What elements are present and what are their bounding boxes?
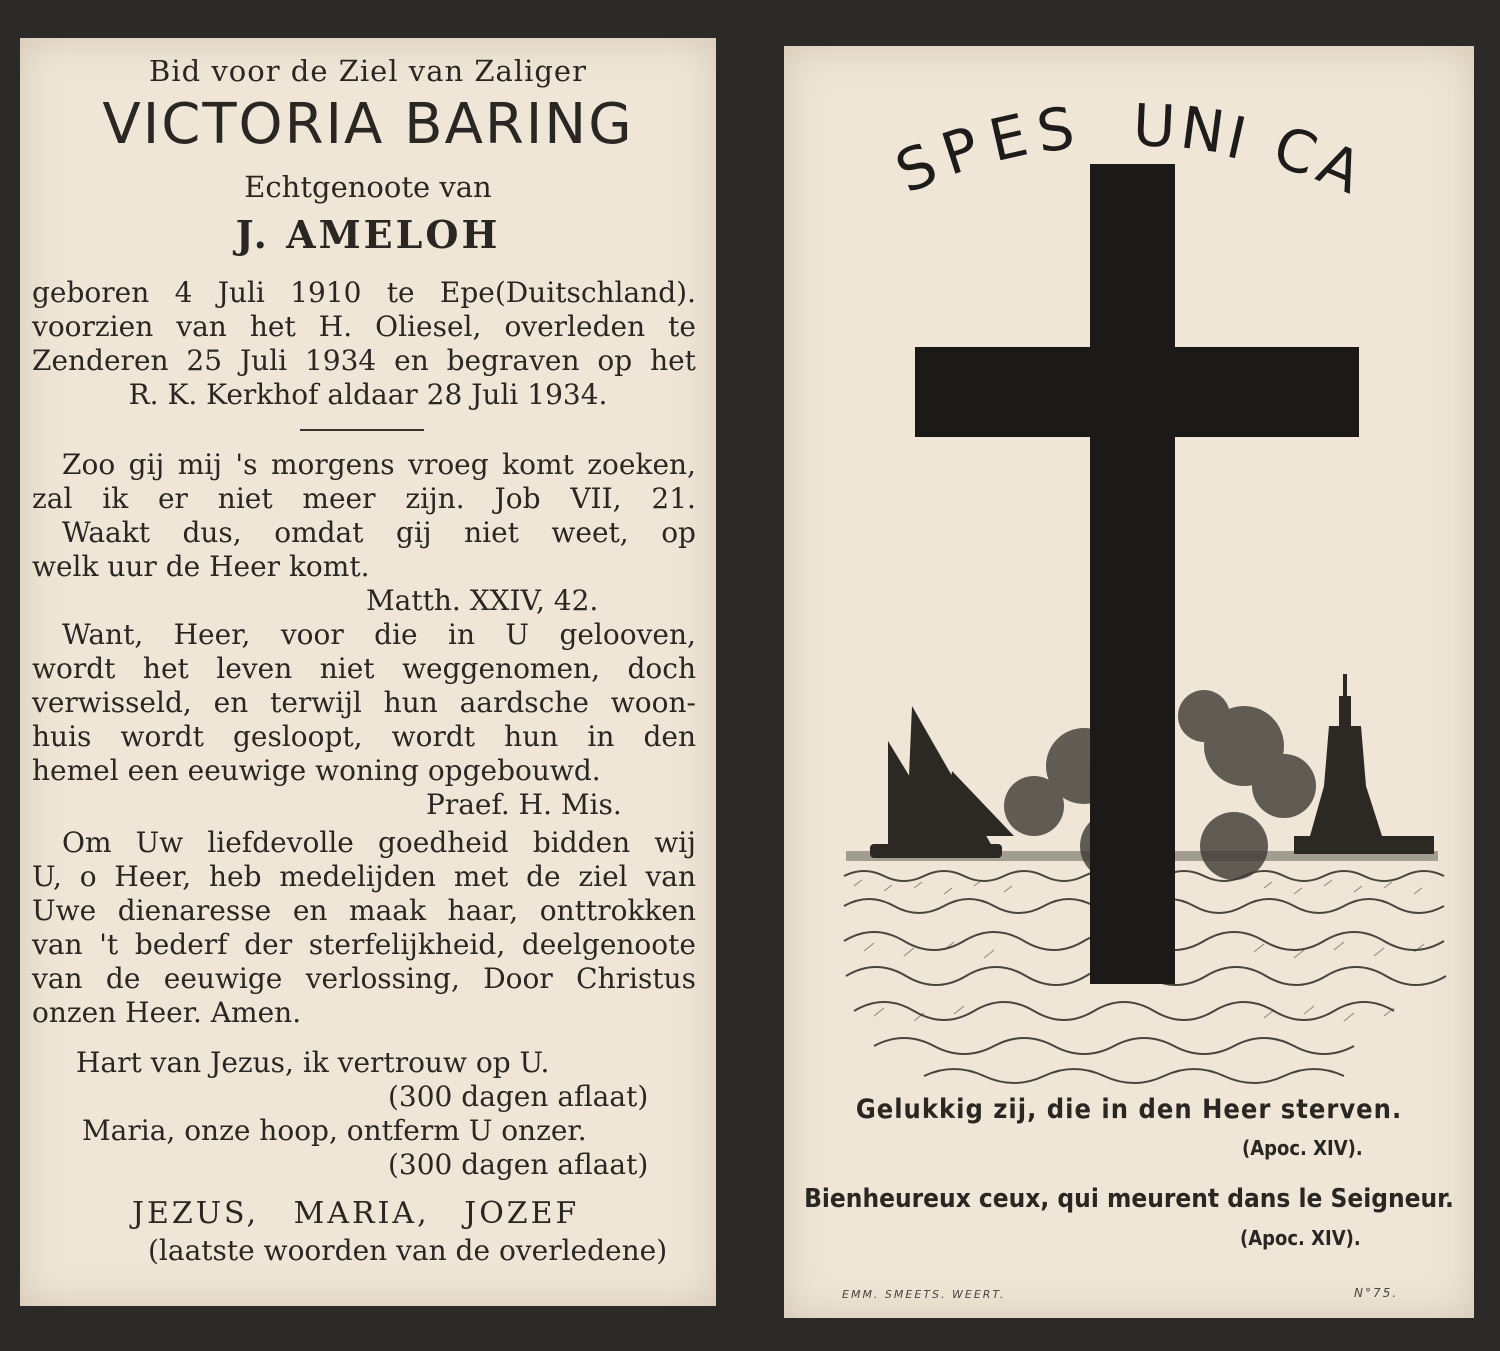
motto-letter: P (933, 113, 988, 189)
indulgence-2-note: (300 dagen aflaat) (388, 1148, 649, 1181)
word: Epe(Duitschland). (439, 276, 696, 309)
word: Heer, (114, 860, 192, 893)
intro-line: Bid voor de Ziel van Zaliger (149, 54, 587, 88)
word: weggenomen, (402, 652, 600, 685)
word: de (105, 962, 141, 995)
word: verlossing, (305, 962, 460, 995)
prayer-card-text-side (20, 38, 716, 1306)
word: Uwe (32, 894, 97, 927)
cross-horizontal-beam (915, 347, 1359, 437)
word: wordt (32, 652, 116, 685)
word: er (157, 482, 188, 515)
quote1-line (62, 448, 696, 481)
word: Om (62, 826, 112, 859)
word: 21. (651, 482, 696, 515)
word: haar, (447, 894, 519, 927)
word: en (292, 894, 328, 927)
word: te (668, 310, 696, 343)
word: en (394, 344, 429, 377)
sailboat (870, 706, 1014, 858)
word: 4 (174, 276, 193, 309)
word: gij (128, 448, 165, 481)
word: medelijden (279, 860, 437, 893)
word: zoeken, (587, 448, 696, 481)
word: het (650, 344, 696, 377)
word: Waakt (62, 516, 150, 549)
word: maak (349, 894, 426, 927)
word: o (79, 860, 97, 893)
word: geboren (32, 276, 150, 309)
word: in (587, 720, 615, 753)
word: van (645, 860, 696, 893)
word: leven (216, 652, 293, 685)
word: van (32, 928, 83, 961)
quote1-line: Matth. XXIV, 42. (366, 584, 599, 617)
word: hun (504, 720, 559, 753)
word: goedheid (377, 826, 509, 859)
dutch-verse: Gelukkig zij, die in den Heer sterven. (855, 1094, 1403, 1125)
word: liefdevolle (207, 826, 354, 859)
bio-line (32, 344, 696, 377)
bio-line: R. K. Kerkhof aldaar 28 Juli 1934. (128, 378, 608, 411)
french-verse: Bienheureux ceux, qui meurent dans le Seigneur. (804, 1184, 1454, 1214)
motto-letter: I (1221, 103, 1253, 174)
word: Uw (135, 826, 184, 859)
word: het (142, 652, 189, 685)
word: huis (32, 720, 92, 753)
indulgence-1-text: Hart van Jezus, ik vertrouw op U. (76, 1046, 550, 1079)
word: niet (217, 482, 273, 515)
bio-line (32, 310, 696, 343)
word: deelgenoote (521, 928, 696, 961)
word: bederf (134, 928, 228, 961)
prayer-line (32, 894, 696, 927)
prayer-card-image-side (784, 46, 1474, 1318)
word: in (448, 618, 476, 651)
word: op (597, 344, 633, 377)
word: vroeg (408, 448, 489, 481)
word: Want, (62, 618, 144, 651)
quote1-line (62, 516, 696, 549)
word: 't (99, 928, 119, 961)
word: onttrokken (539, 894, 696, 927)
word: 1910 (290, 276, 362, 309)
word: Oliesel, (375, 310, 482, 343)
word: aardsche (459, 686, 589, 719)
spouse-name: J. AMELOH (235, 212, 501, 257)
word: Zenderen (32, 344, 169, 377)
card-number: N°75. (1354, 1286, 1399, 1300)
word: Zoo (62, 448, 116, 481)
word: wordt (120, 720, 204, 753)
word: ik (102, 482, 129, 515)
motto-letter: E (982, 101, 1034, 176)
spouse-label: Echtgenoote van (244, 170, 492, 204)
word: op (661, 516, 696, 549)
word: Juli (239, 344, 288, 377)
printer-imprint: EMM. SMEETS. WEERT. (842, 1288, 1006, 1301)
indulgence-1-note: (300 dagen aflaat) (388, 1080, 649, 1113)
word: VII, (570, 482, 622, 515)
word: en (213, 686, 249, 719)
word: sterfelijkheid, (308, 928, 506, 961)
word: het (249, 310, 296, 343)
word: dus, (182, 516, 242, 549)
motto-letter: U (1131, 90, 1178, 161)
closing-note: (laatste woorden van de overledene) (148, 1234, 668, 1267)
motto-letter: S (886, 129, 947, 207)
word: van (32, 962, 83, 995)
prayer-line (32, 928, 696, 961)
word: morgens (270, 448, 395, 481)
word: te (386, 276, 415, 309)
word: woon- (610, 686, 696, 719)
word: meer (302, 482, 376, 515)
dutch-verse-reference: (Apoc. XIV). (1242, 1136, 1363, 1160)
word: Heer, (173, 618, 251, 651)
word: Juli (217, 276, 265, 309)
motto-letter: N (1176, 93, 1229, 167)
deceased-name: VICTORIA BARING (102, 92, 634, 157)
word: bidden (532, 826, 631, 859)
word: weet, (551, 516, 629, 549)
word: ziel (578, 860, 628, 893)
prayer-line (32, 860, 696, 893)
word: doch (627, 652, 696, 685)
word: eeuwige (163, 962, 283, 995)
word: 's (235, 448, 258, 481)
word: de (526, 860, 561, 893)
word: mij (177, 448, 222, 481)
cross-vertical-beam (1090, 164, 1175, 984)
word: Job (494, 482, 541, 515)
word: niet (319, 652, 375, 685)
word: overleden (504, 310, 646, 343)
french-verse-reference: (Apoc. XIV). (1240, 1226, 1361, 1250)
quote2-line (32, 720, 696, 753)
word: wij (654, 826, 696, 859)
quote2-line (32, 652, 696, 685)
word: begraven (446, 344, 580, 377)
word: 1934 (304, 344, 377, 377)
word: dienaresse (117, 894, 272, 927)
word: U (505, 618, 530, 651)
divider (300, 429, 424, 431)
word: den (643, 720, 696, 753)
word: van (176, 310, 227, 343)
prayer-line: onzen Heer. Amen. (32, 996, 302, 1029)
word: terwijl (270, 686, 362, 719)
word: U, (32, 860, 62, 893)
quote2-line (62, 618, 696, 651)
quote1-line: welk uur de Heer komt. (32, 550, 370, 583)
word: komt (502, 448, 574, 481)
word: met (453, 860, 509, 893)
word: H. (318, 310, 353, 343)
word: die (374, 618, 418, 651)
prayer-line (62, 826, 696, 859)
quote2-line: Praef. H. Mis. (426, 788, 622, 821)
word: gelooven, (559, 618, 696, 651)
word: hun (383, 686, 438, 719)
word: zijn. (405, 482, 465, 515)
word: gij (396, 516, 432, 549)
cross-seascape-illustration (784, 46, 1474, 1096)
motto-letter: A (1308, 128, 1372, 207)
indulgence-2-text: Maria, onze hoop, ontferm U onzer. (82, 1114, 587, 1147)
bio-line (32, 276, 696, 309)
lighthouse (1294, 674, 1434, 854)
word: heb (209, 860, 262, 893)
motto-letter: C (1265, 112, 1325, 190)
word: der (244, 928, 293, 961)
quote1-line (32, 482, 696, 515)
prayer-line (32, 962, 696, 995)
word: Christus (576, 962, 696, 995)
word: gesloopt, (232, 720, 363, 753)
motto-letter: S (1032, 93, 1079, 166)
word: omdat (274, 516, 364, 549)
word: voor (280, 618, 344, 651)
quote2-line (32, 686, 696, 719)
word: 25 (186, 344, 223, 377)
quote2-line: hemel een eeuwige woning opgebouwd. (32, 754, 601, 787)
word: Door (483, 962, 553, 995)
word: niet (464, 516, 519, 549)
word: wordt (391, 720, 476, 753)
word: voorzien (32, 310, 154, 343)
word: verwisseld, (32, 686, 192, 719)
closing-words: JEZUS, MARIA, JOZEF (132, 1196, 580, 1231)
word: zal (32, 482, 73, 515)
